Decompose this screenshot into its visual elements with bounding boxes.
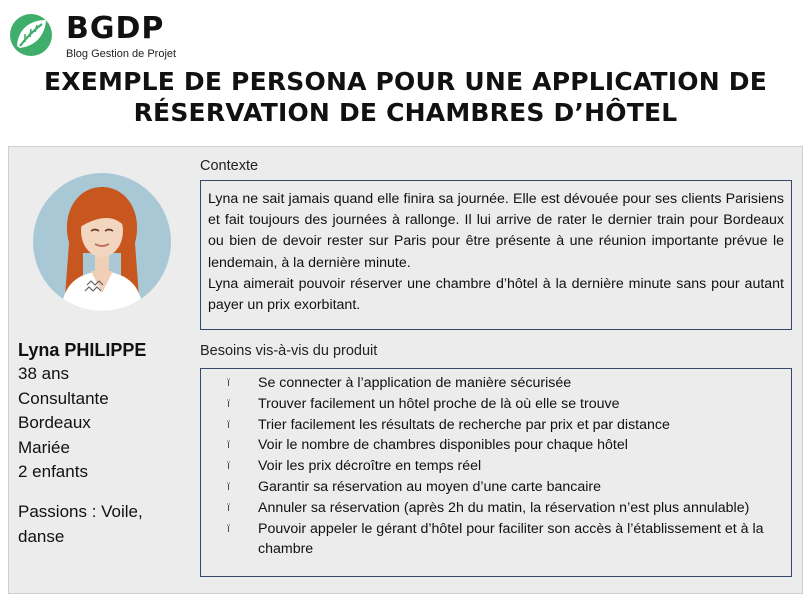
list-item: [227, 498, 783, 519]
list-item-text: Voir le nombre de chambres disponibles pour chaque hôtel: [258, 437, 628, 454]
context-paragraph-2: Lyna aimerait pouvoir réserver une chambre d’hôtel à la dernière minute sans pour autant payer un prix exorbitant.: [208, 275, 784, 314]
persona-name: Lyna PHILIPPE: [18, 340, 147, 360]
persona-city: Bordeaux: [18, 413, 91, 433]
list-item: [227, 394, 783, 415]
leaf-logo-icon: [8, 12, 54, 58]
persona-details: [18, 338, 188, 549]
bullet-icon: ï: [227, 480, 231, 493]
persona-age: 38 ans: [18, 364, 70, 384]
bullet-icon: ï: [227, 418, 231, 431]
context-paragraph-1: Lyna ne sait jamais quand elle finira sa journée. Elle est dévouée pour ses clients Parisiens et fait toujours des journées à rallonge. Il lui arrive de rater le dernier train pour Bordeaux ou bien de devoir rester sur Paris pour être présente à une réunion importante prévue le lendemain, à la dernière minute.: [208, 191, 784, 271]
list-item-text: Pouvoir appeler le gérant d’hôtel pour faciliter son accès à l’établissement et à la chambre: [258, 520, 764, 558]
brand-logo: [8, 8, 208, 64]
persona-kids: 2 enfants: [18, 462, 88, 482]
context-box: [200, 180, 792, 330]
brand-tagline: Blog Gestion de Projet: [66, 48, 177, 60]
list-item: [227, 477, 783, 498]
list-item-text: Se connecter à l’application de manière sécurisée: [258, 375, 572, 391]
needs-label: Besoins vis-à-vis du produit: [200, 343, 378, 359]
page-title: [0, 66, 811, 128]
bullet-icon: ï: [227, 377, 231, 389]
list-item-text: Annuler sa réservation (après 2h du matin, la réservation n’est plus annulable): [258, 499, 750, 516]
bullet-icon: ï: [227, 460, 231, 473]
list-item: [227, 456, 783, 477]
bullet-icon: ï: [227, 439, 231, 452]
persona-passions: Passions : Voile, danse: [18, 502, 143, 546]
list-item: [227, 435, 783, 456]
list-item: [227, 373, 783, 394]
list-item-text: Trouver facilement un hôtel proche de là où elle se trouve: [258, 395, 620, 412]
context-label: Contexte: [200, 158, 259, 174]
list-item: [227, 519, 783, 561]
title-line-1: EXEMPLE DE PERSONA POUR UNE APPLICATION DE: [43, 67, 768, 96]
bullet-icon: ï: [227, 397, 231, 410]
needs-list: [227, 373, 783, 560]
bullet-icon: ï: [227, 501, 231, 514]
woman-avatar-icon: [33, 173, 171, 311]
brand-name: BGDP: [66, 11, 165, 46]
list-item: [227, 415, 783, 436]
list-item-text: Garantir sa réservation au moyen d’une carte bancaire: [258, 478, 602, 495]
persona-job: Consultante: [18, 388, 109, 408]
needs-box: [200, 368, 792, 577]
list-item-text: Voir les prix décroître en temps réel: [258, 458, 482, 475]
title-line-2: RÉSERVATION DE CHAMBRES D’HÔTEL: [133, 98, 678, 127]
persona-status: Mariée: [18, 437, 70, 457]
list-item-text: Trier facilement les résultats de recherche par prix et par distance: [258, 416, 670, 433]
bullet-icon: ï: [227, 522, 231, 535]
